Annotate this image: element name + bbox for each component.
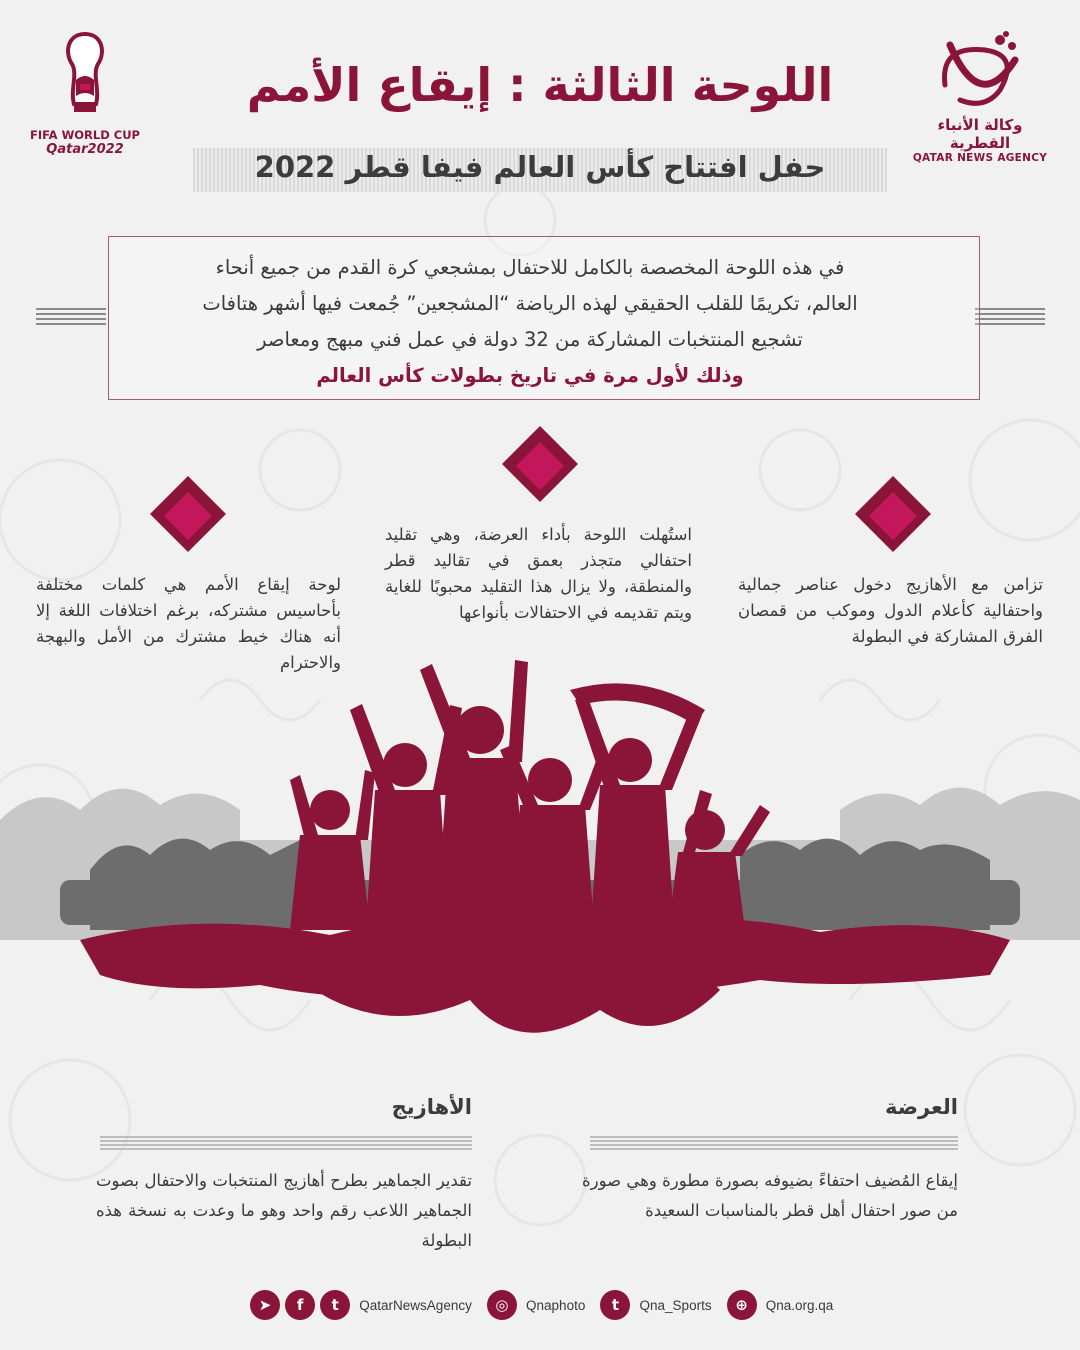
intro-stripes-left [36, 308, 106, 326]
handle-main[interactable]: QatarNewsAgency [359, 1297, 472, 1313]
qna-logo [905, 30, 1055, 164]
handle-sports[interactable]: Qna_Sports [639, 1297, 712, 1313]
qna-english-name: QATAR NEWS AGENCY [912, 152, 1048, 164]
twitter-sports-icon[interactable]: t [600, 1290, 630, 1320]
telegram-icon[interactable]: ➤ [250, 1290, 280, 1320]
column-text-right: تزامن مع الأهازيج دخول عناصر جمالية واحتفالية كأعلام الدول وموكب من قمصان الفرق المشاركة في البطولة [738, 575, 1043, 646]
social-footer [250, 1290, 850, 1326]
website-link[interactable]: Qna.org.qa [765, 1297, 834, 1313]
handle-photo[interactable]: Qnaphoto [526, 1297, 586, 1313]
fans-crowd-illustration [0, 640, 1080, 1080]
section-text-ahazij: تقدير الجماهير بطرح أهازيج المنتخبات والاحتفال بصوت الجماهير اللاعب رقم واحد وهو ما وعدت به نسخة هذه البطولة [96, 1171, 472, 1250]
column-text-center: استُهلت اللوحة بأداء العرضة، وهي تقليد احتفالي متجذر بعمق في تقاليد قطر والمنطقة، ولا يزال هذا التقليد محبوبًا للغاية ويتم تقديمه في الاحتفالات بأنواعها [385, 525, 692, 622]
intro-highlight: وذلك لأول مرة في تاريخ بطولات كأس العالم [316, 364, 744, 387]
qna-emblem-icon [930, 30, 1030, 110]
diamond-icon-right [855, 476, 931, 552]
intro-text [150, 250, 910, 394]
facebook-icon[interactable]: f [285, 1290, 315, 1320]
section-divider-ahazij [100, 1136, 472, 1150]
twitter-icon[interactable]: t [320, 1290, 350, 1320]
instagram-icon[interactable]: ◎ [487, 1290, 517, 1320]
fifa-trophy-icon [60, 30, 110, 120]
column-text-left: لوحة إيقاع الأمم هي كلمات مختلفة بأحاسيس مشتركه، برغم اختلافات اللغة إلا أنه هناك خيط مشترك من الأمل والبهجة والاحترام [36, 575, 341, 672]
fifa-logo-line2: Qatar2022 [46, 142, 124, 157]
page-subtitle: حفل افتتاح كأس العالم فيفا قطر 2022 [254, 150, 826, 184]
diamond-icon-center [502, 426, 578, 502]
fifa-world-cup-logo [30, 30, 140, 157]
globe-icon[interactable]: ⊕ [727, 1290, 757, 1320]
section-title-ardha: العرضة [884, 1095, 958, 1119]
intro-stripes-right [975, 308, 1045, 326]
section-title-ahazij: الأهازيج [391, 1095, 472, 1119]
fifa-logo-line1: FIFA WORLD CUP [30, 128, 140, 142]
section-divider-ardha [590, 1136, 958, 1150]
intro-line-1: في هذه اللوحة المخصصة بالكامل للاحتفال بمشجعي كرة القدم من جميع أنحاء [215, 256, 845, 279]
qna-arabic-name: وكالة الأنباء القطرية [937, 116, 1023, 152]
diamond-icon-left [150, 476, 226, 552]
intro-line-3: تشجيع المنتخبات المشاركة من 32 دولة في عمل فني مبهج ومعاصر [257, 328, 803, 351]
intro-line-2: العالم، تكريمًا للقلب الحقيقي لهذه الرياضة “المشجعين” جُمعت فيها أشهر هتافات [202, 292, 858, 315]
page-title: اللوحة الثالثة : إيقاع الأمم [246, 58, 834, 112]
section-text-ardha: إيقاع المُضيف احتفاءً بضيوفه بصورة مطورة وهي صورة من صور احتفال أهل قطر بالمناسبات السعيدة [582, 1171, 958, 1220]
